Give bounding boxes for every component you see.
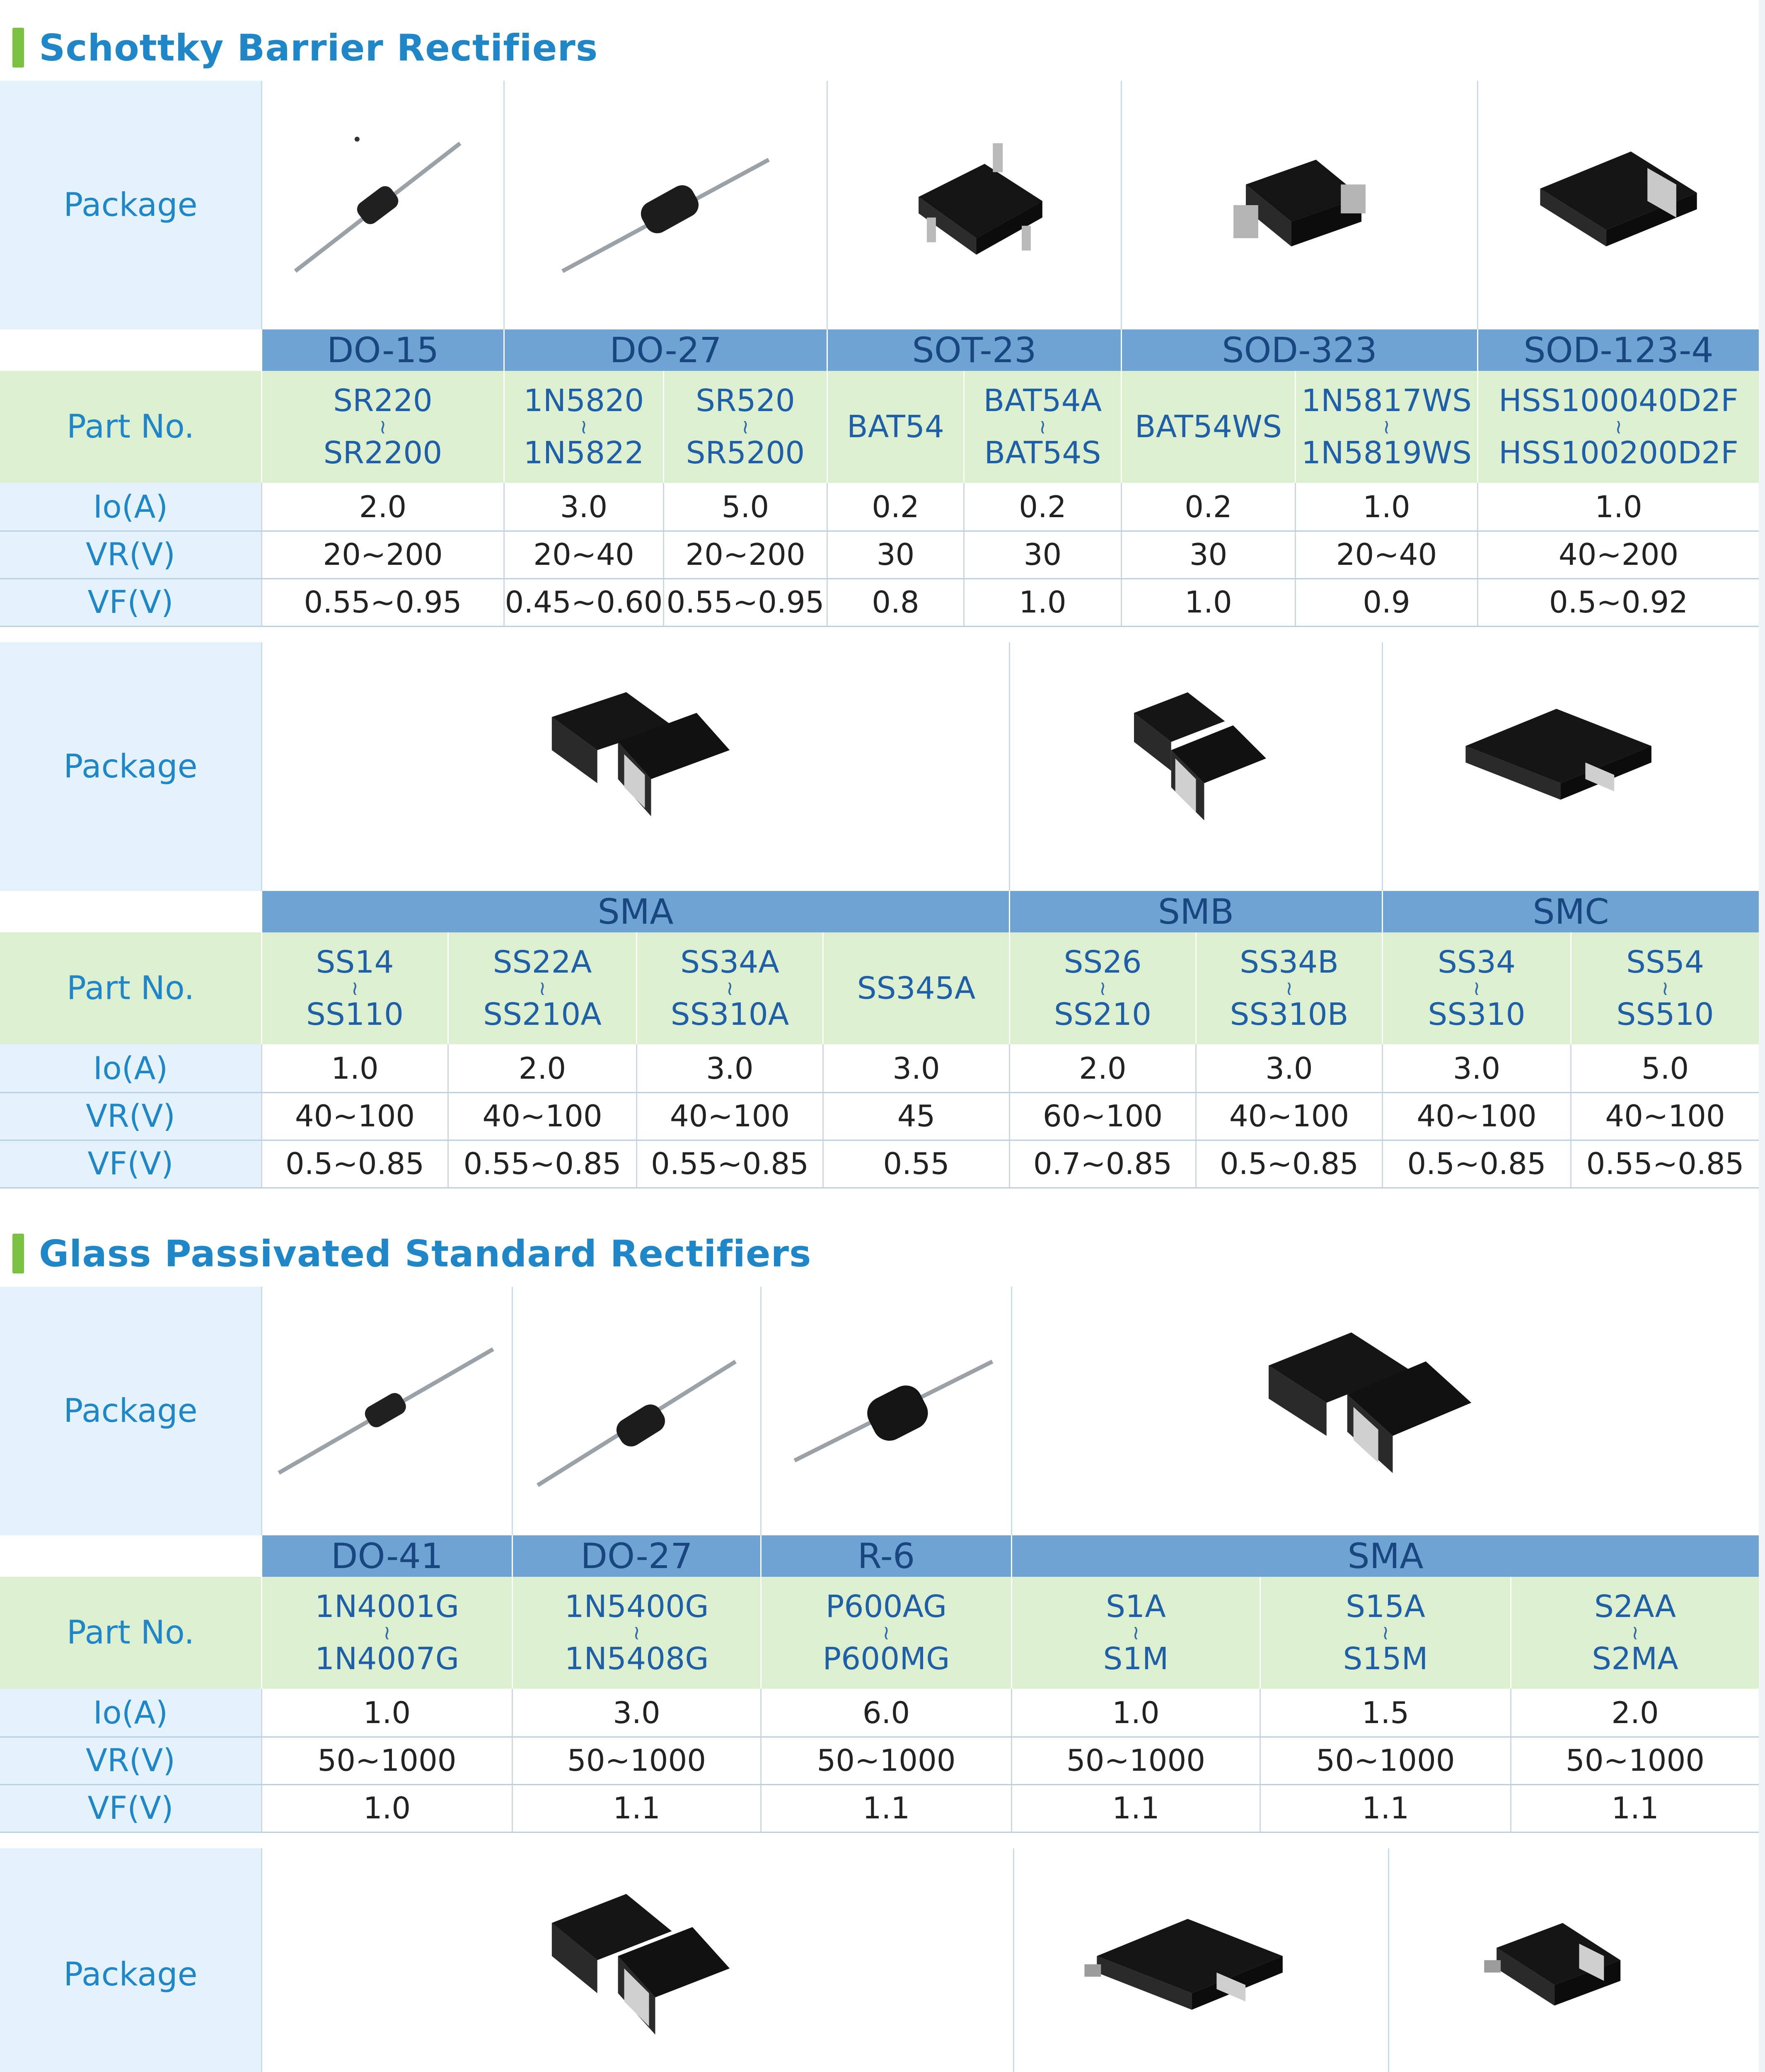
io-value: 6.0 — [760, 1689, 1011, 1736]
vf-value: 0.5~0.85 — [1195, 1140, 1382, 1187]
part-cell: 1N5817WS ≀ 1N5819WS — [1295, 371, 1477, 483]
do27-image — [503, 81, 827, 329]
io-value: 1.0 — [1295, 483, 1477, 530]
sma-image — [261, 642, 1009, 891]
part-cell: S15A ≀ S15M — [1260, 1577, 1510, 1689]
vf-value: 1.1 — [1260, 1784, 1510, 1832]
vf-label: VF(V) — [0, 1140, 261, 1187]
vr-label: VR(V) — [0, 530, 261, 578]
vf-value: 0.5~0.92 — [1477, 578, 1759, 626]
io-value: 2.0 — [447, 1044, 636, 1092]
pkg-header-r6: R-6 — [760, 1535, 1011, 1577]
do15-image — [261, 81, 503, 329]
part-cell: S2AA ≀ S2MA — [1510, 1577, 1759, 1689]
vf-value: 1.1 — [512, 1784, 760, 1832]
row-divider — [0, 1140, 1759, 1141]
io-value: 3.0 — [503, 483, 663, 530]
vr-value: 50~1000 — [1260, 1736, 1510, 1784]
vr-value: 20~40 — [503, 530, 663, 578]
schottky-section-title — [12, 17, 598, 79]
io-value: 1.0 — [261, 1689, 512, 1736]
part-no-label: Part No. — [0, 371, 261, 483]
pkg-header-do15: DO-15 — [261, 329, 503, 371]
smc-image — [1382, 642, 1759, 891]
table-glass-2 — [0, 1848, 1759, 2072]
vr-value: 20~200 — [663, 530, 827, 578]
part-cell: SS34 ≀ SS310 — [1382, 932, 1570, 1044]
vf-value: 0.55~0.95 — [663, 578, 827, 626]
io-value: 1.0 — [1477, 483, 1759, 530]
io-value: 5.0 — [1570, 1044, 1759, 1092]
vr-label: VR(V) — [0, 1736, 261, 1784]
vr-value: 20~200 — [261, 530, 503, 578]
row-divider — [0, 1832, 1759, 1833]
r6-image — [760, 1287, 1011, 1535]
part-cell: S1A ≀ S1M — [1011, 1577, 1260, 1689]
vf-value: 0.5~0.85 — [1382, 1140, 1570, 1187]
sot23-image — [827, 81, 1121, 329]
part-no-label: Part No. — [0, 1577, 261, 1689]
vr-value: 45 — [822, 1092, 1009, 1140]
pkg-header-do27: DO-27 — [503, 329, 827, 371]
part-cell: BAT54 — [827, 371, 963, 483]
part-cell: SS54 ≀ SS510 — [1570, 932, 1759, 1044]
io-value: 0.2 — [963, 483, 1121, 530]
io-value: 1.0 — [1011, 1689, 1260, 1736]
io-value: 2.0 — [1009, 1044, 1195, 1092]
vr-value: 20~40 — [1295, 530, 1477, 578]
vf-value: 0.8 — [827, 578, 963, 626]
package-label: Package — [0, 1848, 261, 2072]
row-divider — [0, 578, 1759, 579]
pkg-header-sod323: SOD-323 — [1121, 329, 1477, 371]
part-cell: P600AG ≀ P600MG — [760, 1577, 1011, 1689]
vr-value: 40~100 — [1570, 1092, 1759, 1140]
vr-value: 30 — [827, 530, 963, 578]
row-divider — [0, 626, 1759, 627]
vf-value: 1.1 — [760, 1784, 1011, 1832]
io-label: Io(A) — [0, 1689, 261, 1736]
glass-section-title — [12, 1222, 811, 1285]
io-value: 3.0 — [1382, 1044, 1570, 1092]
part-cell: SS345A — [822, 932, 1009, 1044]
sod1234-image — [1477, 81, 1759, 329]
io-value: 0.2 — [827, 483, 963, 530]
vf-value: 1.1 — [1011, 1784, 1260, 1832]
vf-value: 0.45~0.60 — [503, 578, 663, 626]
io-value: 0.2 — [1121, 483, 1295, 530]
io-value: 3.0 — [1195, 1044, 1382, 1092]
vr-value: 40~100 — [636, 1092, 822, 1140]
part-cell: SS34B ≀ SS310B — [1195, 932, 1382, 1044]
row-divider — [0, 530, 1759, 532]
sod123f-image — [1388, 1848, 1759, 2072]
pkg-header-smc: SMC — [1382, 891, 1759, 932]
pkg-header-do41: DO-41 — [261, 1535, 512, 1577]
smb-image — [1009, 642, 1382, 891]
do41-image — [261, 1287, 512, 1535]
smc-glass-image — [1013, 1848, 1388, 2072]
pkg-header-do27: DO-27 — [512, 1535, 760, 1577]
vr-value: 40~100 — [261, 1092, 447, 1140]
title-accent-bar — [12, 28, 24, 68]
vr-value: 50~1000 — [1011, 1736, 1260, 1784]
table-schottky-2 — [0, 642, 1759, 1193]
table-glass-1 — [0, 1287, 1759, 1838]
part-cell: SS26 ≀ SS210 — [1009, 932, 1195, 1044]
io-label: Io(A) — [0, 483, 261, 530]
vr-value: 40~100 — [1382, 1092, 1570, 1140]
part-cell: 1N5400G ≀ 1N5408G — [512, 1577, 760, 1689]
part-cell: 1N4001G ≀ 1N4007G — [261, 1577, 512, 1689]
page-edge — [1759, 0, 1765, 2072]
io-label: Io(A) — [0, 1044, 261, 1092]
vf-value: 1.1 — [1510, 1784, 1759, 1832]
part-cell: SS34A ≀ SS310A — [636, 932, 822, 1044]
vr-value: 40~200 — [1477, 530, 1759, 578]
vf-value: 1.0 — [963, 578, 1121, 626]
row-divider — [0, 1736, 1759, 1738]
section-title-text: Glass Passivated Standard Rectifiers — [39, 1232, 812, 1275]
vf-value: 1.0 — [261, 1784, 512, 1832]
title-accent-bar — [12, 1234, 24, 1273]
vr-value: 50~1000 — [512, 1736, 760, 1784]
pkg-header-sod1234: SOD-123-4 — [1477, 329, 1759, 371]
io-value: 1.5 — [1260, 1689, 1510, 1736]
package-label: Package — [0, 1287, 261, 1535]
vf-value: 1.0 — [1121, 578, 1295, 626]
vf-value: 0.9 — [1295, 578, 1477, 626]
smb-glass-image — [261, 1848, 1013, 2072]
vr-value: 40~100 — [447, 1092, 636, 1140]
part-no-label: Part No. — [0, 932, 261, 1044]
section-title-text: Schottky Barrier Rectifiers — [39, 26, 598, 69]
vf-value: 0.55~0.85 — [1570, 1140, 1759, 1187]
sod323-image — [1121, 81, 1477, 329]
io-value: 1.0 — [261, 1044, 447, 1092]
io-value: 2.0 — [261, 483, 503, 530]
vf-value: 0.7~0.85 — [1009, 1140, 1195, 1187]
part-cell: BAT54WS — [1121, 371, 1295, 483]
vr-value: 50~1000 — [760, 1736, 1011, 1784]
row-divider — [0, 1187, 1759, 1188]
vr-value: 50~1000 — [1510, 1736, 1759, 1784]
vf-value: 0.5~0.85 — [261, 1140, 447, 1187]
part-cell: SS14 ≀ SS110 — [261, 932, 447, 1044]
pkg-header-smb: SMB — [1009, 891, 1382, 932]
pkg-header-sma: SMA — [1011, 1535, 1759, 1577]
do27-glass-image — [512, 1287, 760, 1535]
io-value: 3.0 — [822, 1044, 1009, 1092]
vf-value: 0.55~0.85 — [447, 1140, 636, 1187]
vf-label: VF(V) — [0, 1784, 261, 1832]
part-cell: BAT54A ≀ BAT54S — [963, 371, 1121, 483]
vf-label: VF(V) — [0, 578, 261, 626]
vr-value: 30 — [963, 530, 1121, 578]
vf-value: 0.55~0.95 — [261, 578, 503, 626]
vr-value: 40~100 — [1195, 1092, 1382, 1140]
pkg-header-sma: SMA — [261, 891, 1009, 932]
table-schottky-1 — [0, 81, 1759, 632]
vr-label: VR(V) — [0, 1092, 261, 1140]
vr-value: 60~100 — [1009, 1092, 1195, 1140]
package-label: Package — [0, 642, 261, 891]
package-label: Package — [0, 81, 261, 329]
row-divider — [0, 1784, 1759, 1785]
row-divider — [0, 1092, 1759, 1093]
sma-glass-image — [1011, 1287, 1759, 1535]
io-value: 3.0 — [512, 1689, 760, 1736]
part-cell: SS22A ≀ SS210A — [447, 932, 636, 1044]
vr-value: 30 — [1121, 530, 1295, 578]
vf-value: 0.55~0.85 — [636, 1140, 822, 1187]
pkg-header-sot23: SOT-23 — [827, 329, 1121, 371]
io-value: 2.0 — [1510, 1689, 1759, 1736]
vf-value: 0.55 — [822, 1140, 1009, 1187]
part-cell: SR520 ≀ SR5200 — [663, 371, 827, 483]
io-value: 5.0 — [663, 483, 827, 530]
io-value: 3.0 — [636, 1044, 822, 1092]
part-cell: 1N5820 ≀ 1N5822 — [503, 371, 663, 483]
part-cell: SR220 ≀ SR2200 — [261, 371, 503, 483]
part-cell: HSS100040D2F ≀ HSS100200D2F — [1477, 371, 1759, 483]
vr-value: 50~1000 — [261, 1736, 512, 1784]
